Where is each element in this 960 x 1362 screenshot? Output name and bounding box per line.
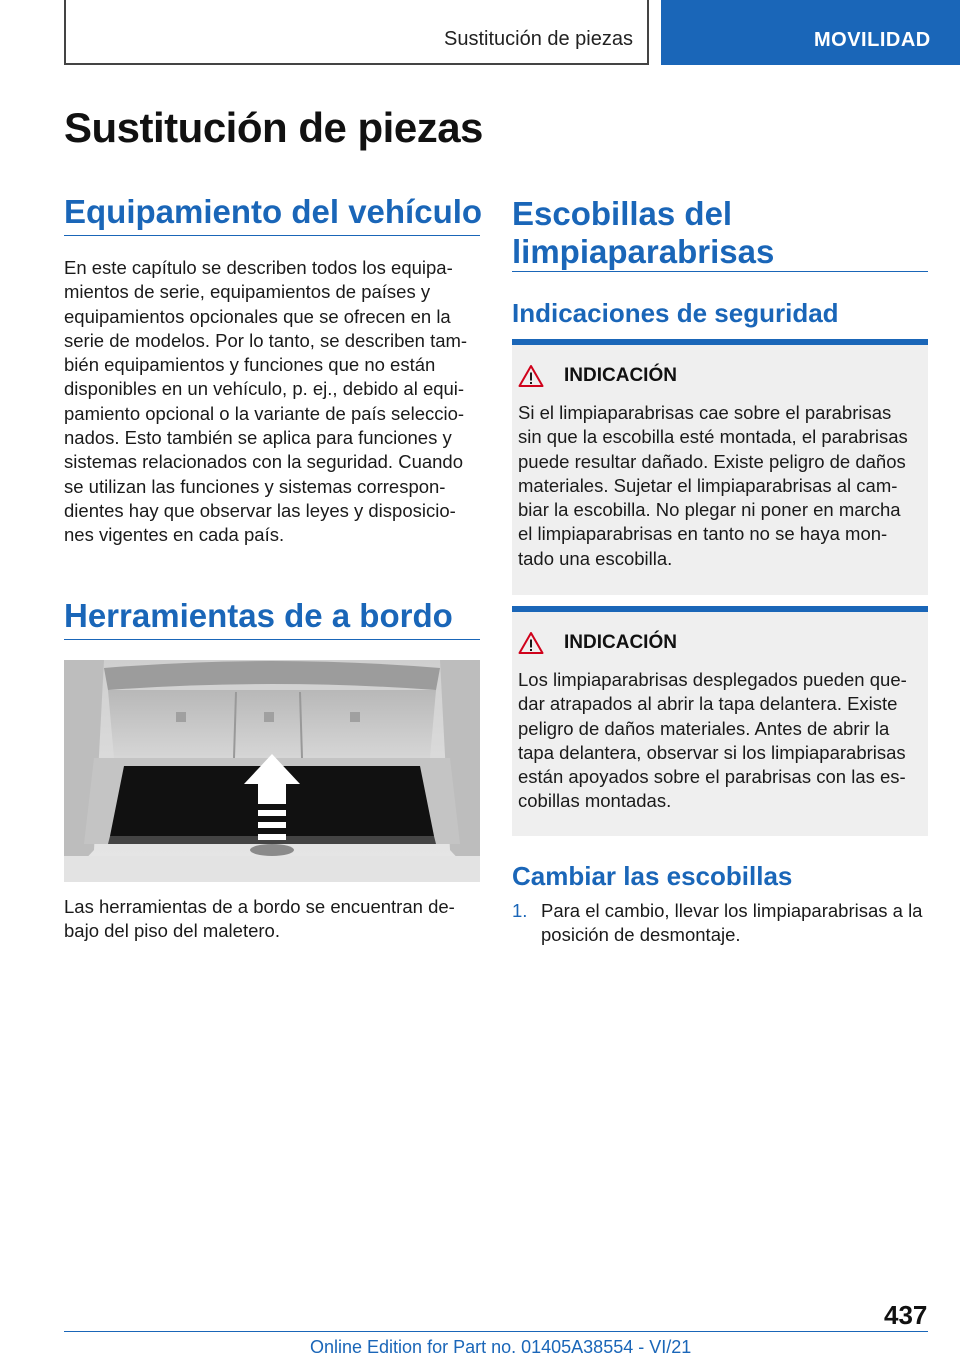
text-line: nes vigentes en cada país.: [64, 524, 285, 546]
text-line: sistemas relacionados con la seguridad. Cuando: [64, 451, 464, 473]
text-line: Para el cambio, llevar los limpiaparabrisas a la: [541, 900, 923, 921]
text-line: serie de modelos. Por lo tanto, se describen tam‐: [64, 329, 468, 351]
text-line: puede resultar dañado. Existe peligro de daños: [518, 450, 906, 472]
text-line: materiales. Sujetar el limpiaparabrisas al cam‐: [518, 474, 898, 496]
header-section-title: Sustitución de piezas: [443, 28, 633, 50]
equipamiento-paragraph: [64, 256, 484, 548]
text-line: el limpiaparabrisas en tanto no se haya mon‐: [518, 523, 888, 545]
herramientas-paragraph: [64, 895, 484, 944]
text-line: peligro de daños materiales. Antes de abrir la: [518, 717, 890, 739]
text-line: Las herramientas de a bordo se encuentran de‐: [64, 896, 455, 917]
heading-equipamiento: Equipamiento del vehículo: [64, 193, 483, 230]
trunk-illustration: [64, 660, 480, 882]
header-chapter-tab[interactable]: [661, 0, 960, 65]
text-line: Los limpiaparabrisas desplegados pueden que‐: [518, 669, 907, 690]
notice-text: [518, 401, 922, 571]
text-line: están apoyados sobre el parabrisas con las es‐: [518, 766, 906, 788]
text-line: nados. Esto también se aplica para funciones y: [64, 427, 452, 449]
text-line: disponibles en un vehículo, p. ej., debido al equi‐: [64, 378, 465, 400]
text-line: sin que la escobilla esté montada, el parabrisas: [518, 426, 908, 448]
page-number: 437: [884, 1300, 928, 1330]
notice-header: [518, 630, 677, 656]
header-chapter-label: MOVILIDAD: [814, 29, 931, 51]
text-line: dientes hay que observar las leyes y disposicio‐: [64, 499, 456, 521]
notice-text: [518, 668, 922, 814]
text-line: dar atrapados al abrir la tapa delantera. Existe: [518, 693, 898, 715]
warning-triangle-icon: [518, 631, 544, 655]
heading-herramientas: Herramientas de a bordo: [64, 597, 453, 634]
text-line: tado una escobilla.: [518, 547, 673, 569]
text-line: bién equipamientos y funciones que no están: [64, 354, 436, 376]
heading-rule: [64, 235, 480, 236]
text-line: se utilizan las funciones y sistemas correspon‐: [64, 475, 446, 497]
notice-box: [512, 339, 928, 595]
step-number: 1.: [512, 900, 528, 921]
warning-triangle-icon: [518, 364, 544, 388]
text-line: biar la escobilla. No plegar ni poner en marcha: [518, 499, 901, 521]
notice-title: INDICACIÓN: [564, 632, 677, 653]
trunk-floor-image: [64, 660, 480, 882]
heading-rule: [64, 639, 480, 640]
text-line: pamiento opcional o la variante de país seleccio‐: [64, 402, 465, 424]
page-title: Sustitución de piezas: [64, 104, 483, 151]
text-line: equipamientos opcionales que se ofrecen en la: [64, 305, 451, 327]
text-line: Si el limpiaparabrisas cae sobre el parabrisas: [518, 402, 892, 423]
text-line: tapa delantera, observar si los limpiaparabrisas: [518, 741, 906, 763]
heading-cambiar-escobillas: Cambiar las escobillas: [512, 861, 793, 891]
heading-seguridad: Indicaciones de seguridad: [512, 298, 839, 328]
text-line: mientos de serie, equipamientos de países y: [64, 281, 431, 303]
header-section-box: [64, 0, 649, 65]
heading-rule: [512, 271, 928, 272]
notice-header: [518, 363, 677, 389]
footer-edition-text: Online Edition for Part no. 01405A38554 - VI/21: [310, 1337, 692, 1357]
footer-rule: [64, 1331, 928, 1332]
text-line: En este capítulo se describen todos los equipa‐: [64, 257, 453, 278]
text-line: bajo del piso del maletero.: [64, 920, 280, 942]
heading-escobillas: [512, 195, 774, 271]
text-line: posición de desmontaje.: [541, 924, 741, 946]
step-text: [541, 899, 936, 948]
notice-box: [512, 606, 928, 836]
heading-line: Escobillas del: [512, 195, 733, 232]
notice-title: INDICACIÓN: [564, 365, 677, 386]
heading-line: limpiaparabrisas: [512, 233, 775, 270]
text-line: cobillas montadas.: [518, 790, 672, 812]
